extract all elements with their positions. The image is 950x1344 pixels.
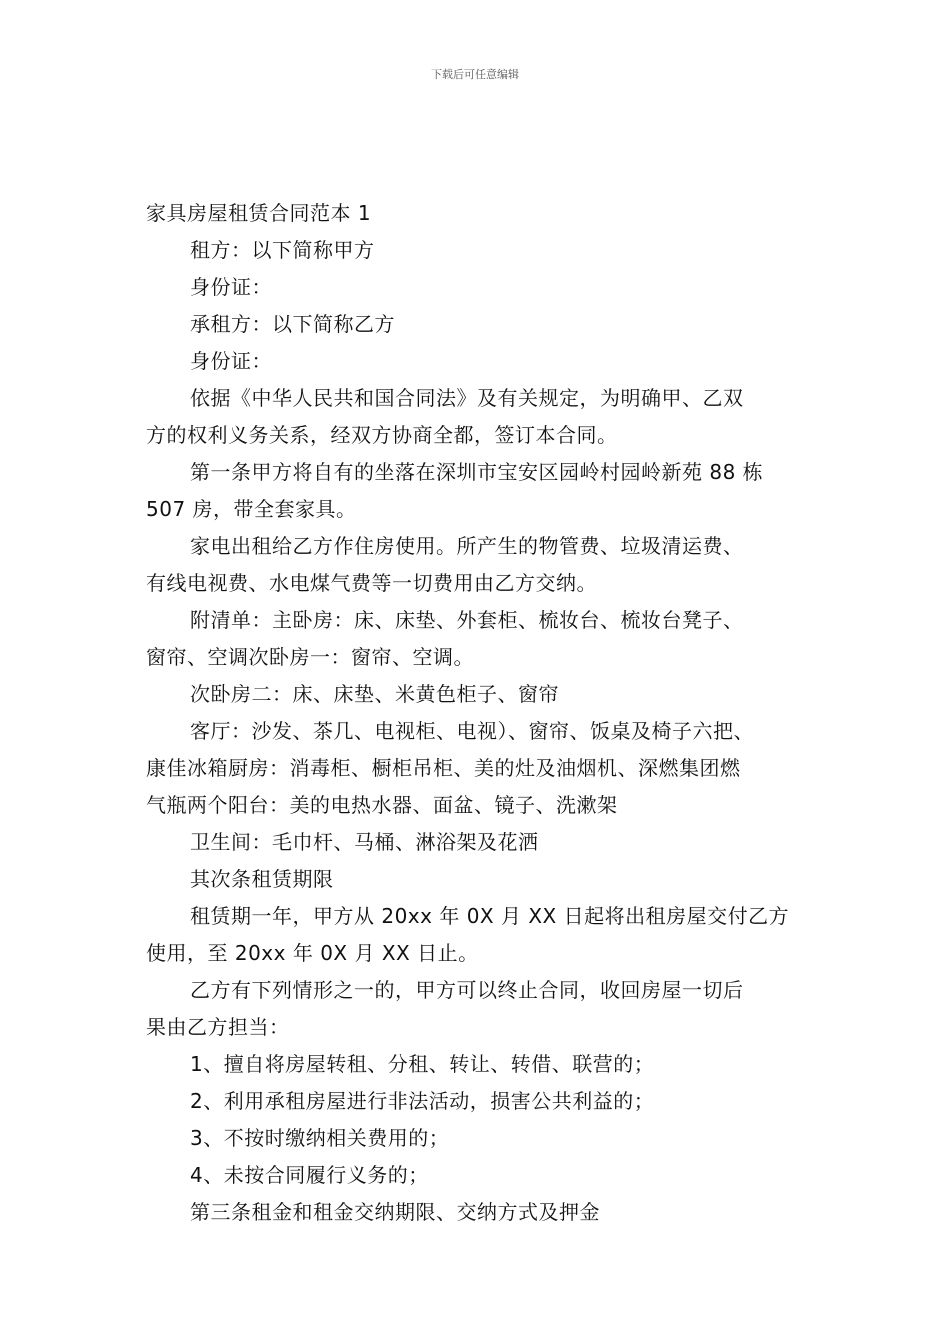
document-line: 2、利用承租房屋进行非法活动，损害公共利益的； <box>190 1089 655 1113</box>
document-line: 窗帘、空调次卧房一：窗帘、空调。 <box>146 645 474 669</box>
document-line: 附清单：主卧房：床、床垫、外套柜、梳妆台、梳妆台凳子、 <box>190 608 744 632</box>
page-header: 下载后可任意编辑 <box>431 68 519 81</box>
document-line: 身份证： <box>190 275 272 299</box>
document-line: 3、不按时缴纳相关费用的； <box>190 1126 450 1150</box>
document-line: 其次条租赁期限 <box>190 867 334 891</box>
document-line: 1、擅自将房屋转租、分租、转让、转借、联营的； <box>190 1052 655 1076</box>
document-line: 卫生间：毛巾杆、马桶、淋浴架及花洒 <box>190 830 539 854</box>
document-line: 有线电视费、水电煤气费等一切费用由乙方交纳。 <box>146 571 597 595</box>
document-line: 租方：以下简称甲方 <box>190 238 375 262</box>
document-line: 第一条甲方将自有的坐落在深圳市宝安区园岭村园岭新苑 88 栋 <box>190 460 764 484</box>
document-line: 租赁期一年，甲方从 20xx 年 0X 月 XX 日起将出租房屋交付乙方 <box>190 904 790 928</box>
document-line: 第三条租金和租金交纳期限、交纳方式及押金 <box>190 1200 600 1224</box>
document-body <box>146 195 806 1231</box>
document-title: 家具房屋租赁合同范本 1 <box>146 201 372 225</box>
document-line: 方的权利义务关系，经双方协商全都，签订本合同。 <box>146 423 618 447</box>
document-line: 身份证： <box>190 349 272 373</box>
document-line: 次卧房二：床、床垫、米黄色柜子、窗帘 <box>190 682 559 706</box>
document-line: 果由乙方担当： <box>146 1015 290 1039</box>
document-line: 使用，至 20xx 年 0X 月 XX 日止。 <box>146 941 479 965</box>
document-line: 康佳冰箱厨房：消毒柜、橱柜吊柜、美的灶及油烟机、深燃集团燃 <box>146 756 741 780</box>
document-line: 乙方有下列情形之一的，甲方可以终止合同，收回房屋一切后 <box>190 978 744 1002</box>
document-line: 家电出租给乙方作住房使用。所产生的物管费、垃圾清运费、 <box>190 534 744 558</box>
document-line: 客厅：沙发、茶几、电视柜、电视）、窗帘、饭桌及椅子六把、 <box>190 719 754 743</box>
document-line: 依据《中华人民共和国合同法》及有关规定，为明确甲、乙双 <box>190 386 744 410</box>
document-line: 4、未按合同履行义务的； <box>190 1163 429 1187</box>
document-line: 承租方：以下简称乙方 <box>190 312 395 336</box>
document-line: 气瓶两个阳台：美的电热水器、面盆、镜子、洗漱架 <box>146 793 618 817</box>
document-line: 507 房，带全套家具。 <box>146 497 357 521</box>
